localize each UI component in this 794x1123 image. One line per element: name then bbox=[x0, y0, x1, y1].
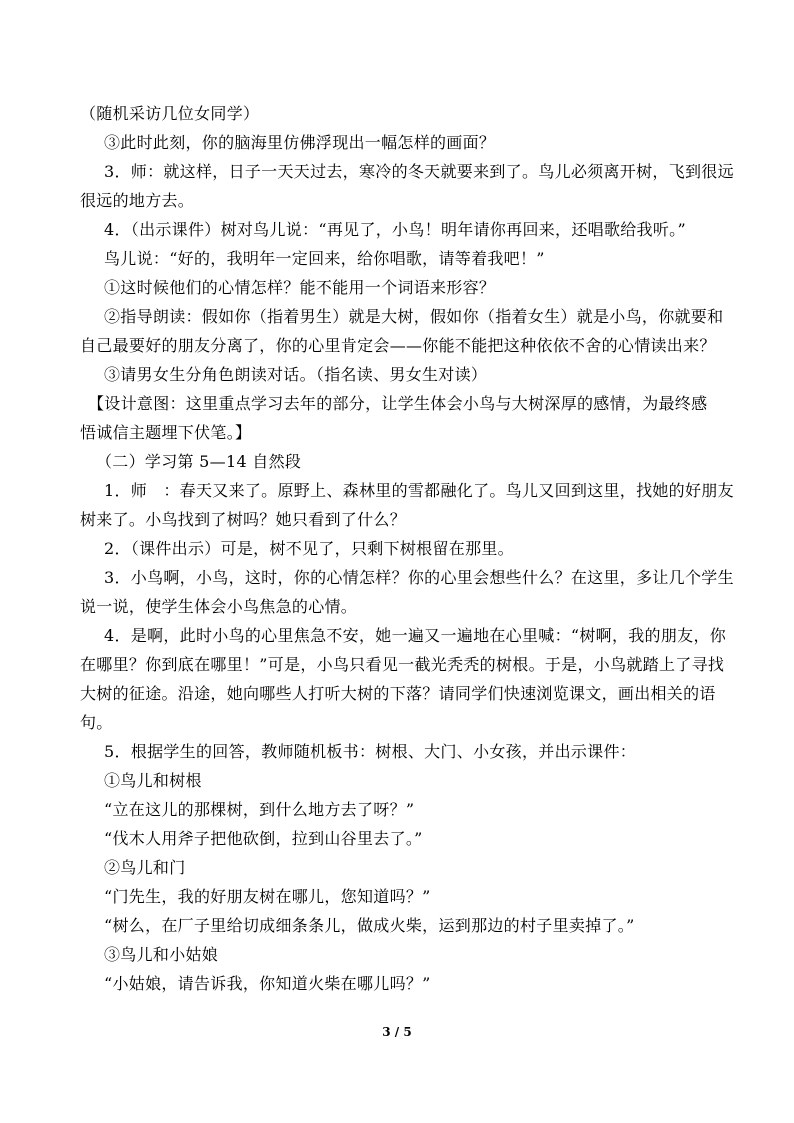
text-line: ②指导朗读：假如你（指着男生）就是大树，假如你（指着女生）就是小鸟，你就要和 bbox=[104, 307, 724, 326]
text-line: 说一说，使学生体会小鸟焦急的心情。 bbox=[80, 597, 358, 616]
text-line: 3．师：就这样，日子一天天过去，寒冷的冬天就要来到了。鸟儿必须离开树，飞到很远 bbox=[104, 162, 734, 181]
dialogue-line: “门先生，我的好朋友树在哪儿，您知道吗？” bbox=[104, 887, 431, 906]
text-line: ①这时候他们的心情怎样？能不能用一个词语来形容？ bbox=[104, 278, 496, 297]
dialogue-line: “立在这儿的那棵树，到什么地方去了呀？” bbox=[104, 800, 415, 819]
text-line: ③鸟儿和小姑娘 bbox=[104, 945, 219, 964]
design-intent-note: 悟诚信主题埋下伏笔。】 bbox=[80, 423, 252, 442]
text-line: 自己最要好的朋友分离了，你的心里肯定会——你能不能把这种依依不舍的心情读出来？ bbox=[80, 336, 716, 355]
text-line: ③请男女生分角色朗读对话。（指名读、男女生对读） bbox=[104, 365, 488, 384]
text-line: ①鸟儿和树根 bbox=[104, 771, 202, 790]
dialogue-line: “树么，在厂子里给切成细条条儿，做成火柴，运到那边的村子里卖掉了。” bbox=[104, 916, 635, 935]
design-intent-note: 【设计意图：这里重点学习去年的部分，让学生体会小鸟与大树深厚的感情，为最终感 bbox=[88, 394, 708, 413]
text-line: ③此时此刻，你的脑海里仿佛浮现出一幅怎样的画面？ bbox=[104, 133, 496, 152]
text-line: 3．小鸟啊，小鸟，这时，你的心情怎样？你的心里会想些什么？在这里，多让几个学生 bbox=[104, 568, 734, 587]
text-line: 1．师 ：春天又来了。原野上、森林里的雪都融化了。鸟儿又回到这里，找她的好朋友 bbox=[104, 481, 734, 500]
text-line: ②鸟儿和门 bbox=[104, 858, 186, 877]
text-line: 2．（课件出示）可是，树不见了，只剩下树根留在那里。 bbox=[104, 539, 514, 558]
text-line: 4．（出示课件）树对鸟儿说：“再见了，小鸟！明年请你再回来，还唱歌给我听。” bbox=[104, 220, 686, 239]
text-line: 4．是啊，此时小鸟的心里焦急不安，她一遍又一遍地在心里喊：“树啊，我的朋友，你 bbox=[104, 626, 727, 645]
text-line: 大树的征途。沿途，她向哪些人打听大树的下落？请同学们快速浏览课文，画出相关的语 bbox=[80, 684, 716, 703]
text-line: （随机采访几位女同学） bbox=[80, 104, 260, 123]
text-line: 在哪里？你到底在哪里！”可是，小鸟只看见一截光秃秃的树根。于是，小鸟就踏上了寻找 bbox=[80, 655, 725, 674]
text-line: 句。 bbox=[80, 713, 113, 732]
dialogue-line: “伐木人用斧子把他砍倒，拉到山谷里去了。” bbox=[104, 829, 423, 848]
text-line: 很远的地方去。 bbox=[80, 191, 195, 210]
section-heading: （二）学习第 5—14 自然段 bbox=[96, 452, 302, 471]
text-line: 树来了。小鸟找到了树吗？她只看到了什么？ bbox=[80, 510, 407, 529]
text-line: 5．根据学生的回答，教师随机板书：树根、大门、小女孩，并出示课件： bbox=[104, 742, 637, 761]
dialogue-line: “小姑娘，请告诉我，你知道火柴在哪儿吗？” bbox=[104, 974, 431, 993]
text-line: 鸟儿说：“好的，我明年一定回来，给你唱歌，请等着我吧！” bbox=[104, 249, 545, 268]
page-number: 3 / 5 bbox=[382, 1025, 412, 1039]
